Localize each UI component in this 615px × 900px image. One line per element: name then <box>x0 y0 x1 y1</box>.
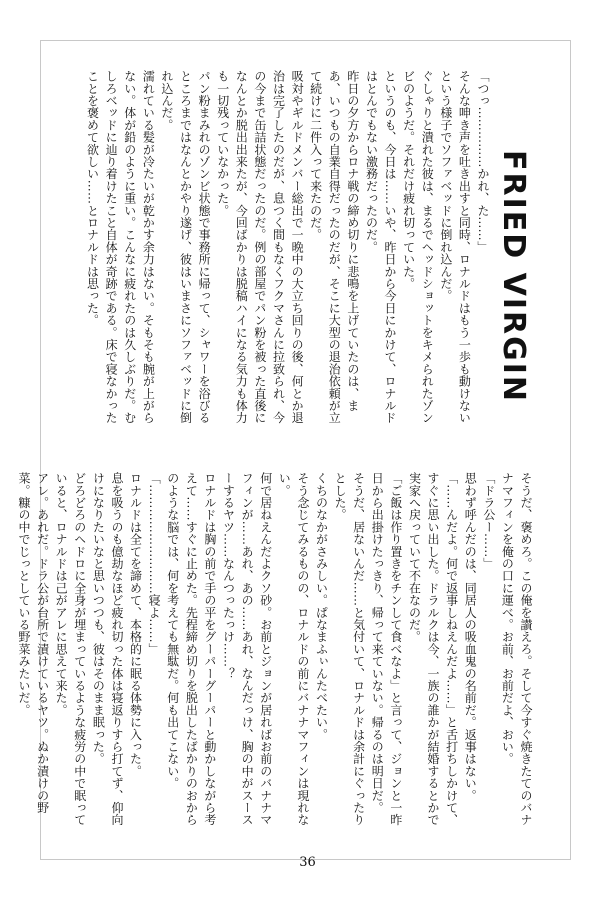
paragraph: 濡れている髪が冷たいが乾かす余力はない。そもそも腕が上がらない。体が鉛のように重い。こんなに疲れたのは久しぶりだ。むしろベッドに辿り着けたこと自体が奇跡である。床で寝なかったことを褒めて欲しい……とロナルドは思った。 <box>85 70 156 424</box>
paragraph: 昨日の夕方からロナ戦の締め切りに悲鳴を上げていたのは、まあ、いつもの自業自得だったのだが、そこに大型の退治依頼が立て続けに二件入って来たのだ。 <box>308 70 360 424</box>
story-title: FRIED VIRGIN <box>496 150 531 403</box>
paragraph: パン粉まみれのゾンビ状態で事務所に帰って、シャワーを浴びるところまではなんとかやり遂げ、彼はいまさにソファベッドに倒れ込んだ。 <box>159 70 212 424</box>
paragraph: くちのなかがさみしい。ぱなまふぃんたべたい。 <box>314 472 329 741</box>
paragraph: 何で居ねえんだよクソ砂。お前とジョンが居ればお前のバナナマフィンが……あれ、あの……あれ、なんだっけ、胸の中がスースーするヤツ……なんつったっけ……？ <box>221 472 273 826</box>
upper-text-block <box>85 70 492 432</box>
paragraph: そうだ、褒めろ。この俺を讃えろ。そして今すぐ焼きたてのバナナマフィンを俺の口に運べ。お前、お前だよ、おい。 <box>500 472 533 826</box>
paragraph: 思わず呼んだのは、同居人の吸血鬼の名前だ。返事はない。 <box>463 472 478 802</box>
paragraph: そうだ、居ないんだ……と気付いて、ロナルドは余計にぐったりとした。 <box>333 472 366 826</box>
paragraph: ロナルドは胸の前で手の平をグーパーグーパーと動かしながら考えて……すぐに止めた。先程締め切りを脱出したばかりのおからのような脳では、何を考えても無駄だ。何も出てこない。 <box>165 472 217 826</box>
paragraph: ロナルドは全てを諦めて、本格的に眠る体勢に入った。 <box>128 472 143 777</box>
paragraph: 「………………………寝よ……」 <box>147 472 162 655</box>
lower-text-block <box>16 472 535 834</box>
paragraph: 息を吸うのも億劫なほど疲れ切った体は寝返りすら打てず、仰向けになりたいなと思いつつも、彼はそのまま眠った。 <box>91 472 124 826</box>
paragraph: そう念じてみるものの、ロナルドの前にバナナマフィンは現れない。 <box>277 472 310 826</box>
paragraph: 「ドラ公ー……」 <box>481 472 496 570</box>
page-number: 36 <box>299 855 316 870</box>
paragraph: ぐしゃりと潰れた彼は、まるでヘッドショットをキメられたゾンビのようだ。それだけ疲れ切っていた。 <box>401 70 435 424</box>
paragraph: アレ。あれだ。ドラ公が台所で漬けているヤツ。ぬか漬けの野菜。糠の中でじっとしている野菜みたいだ。 <box>16 472 50 814</box>
paragraph: 「つっ……………かれ、た……」 <box>476 70 490 253</box>
paragraph: 「……んだよ。何で返事しねえんだよ……」と舌打ちしかけて、すぐに思い出した。ドラルクは今、一族の誰かが結婚するとかで実家へ戻っていて不在なのだ。 <box>407 472 459 826</box>
paragraph: そんな呻き声を吐き出すと同時、ロナルドはもう一歩も動けないという様子でソファベッドに倒れ込んだ。 <box>438 70 472 424</box>
paragraph: どろどろのヘドロに全身が埋まっているような疲労の中で眠っていると、ロナルドは己がアレに思えて来た。 <box>54 472 87 826</box>
paragraph: というのも、今日は……いや、昨日から今日にかけて、ロナルドはとんでもない激務だったのだ。 <box>364 70 398 424</box>
paragraph: 吸対やギルドメンバー総出で一晩中の大立ち回りの後、何とか退治は完了したのだが、息つく間もなくフクマさんに拉致られ、今の今まで缶詰状態だったのだ。例の部屋でパン粉を被った直後になんとか脱出出来たが、今回ばかりは脱稿ハイになる気力も体力も一切残っていなかった。 <box>215 70 305 424</box>
paragraph: 「ご飯は作り置きをチンして食べなよ」と言って、ジョンと一昨日から出掛けたっきり、帰って来ていない。帰るのは明日だ。 <box>370 472 403 826</box>
